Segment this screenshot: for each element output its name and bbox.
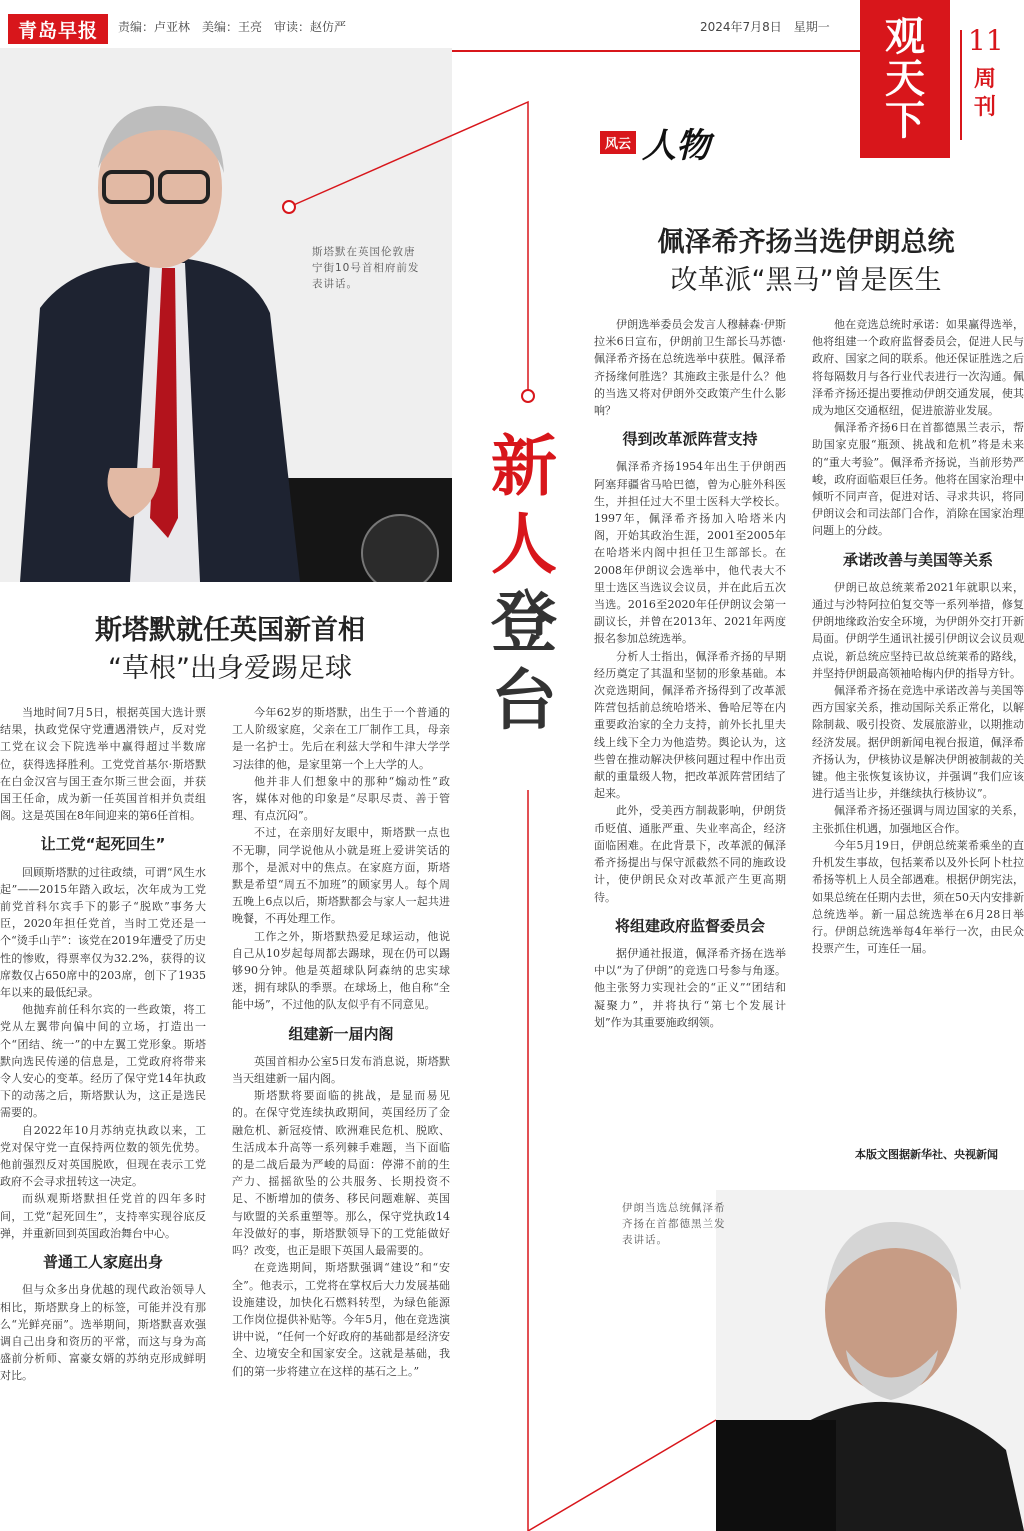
- feature-title: [478, 428, 570, 740]
- section-subheading: 得到改革派阵营支持: [622, 430, 758, 449]
- paragraph: 当地时间7月5日，根据英国大选计票结果，执政党保守党遭遇滑铁卢，反对党工党在议会下院选举中赢得超过半数席位，获得选择胜利。工党党首基尔·斯塔默在白金汉宫与国王查尔斯三世会面，并获国王任命，成为新一任英国首相并负责组阁。这是英国在8年间迎来的第6任首相。: [0, 706, 206, 823]
- pezeshkian-headline: 佩泽希齐扬当选伊朗总统: [657, 227, 955, 258]
- paragraph: 在竞选期间，斯塔默强调“建设”和“安全”。他表示，工党将在掌权后大力发展基础设施建设，加快化石燃料转型，为绿色能源工作岗位提供补贴等。今年5月，他在竞选演讲中说，“任何一个好政府的基础都是经济安全、边境安全和国家安全。这就是基础，我们的第一步将建立在这样的基石之上。”: [232, 1261, 450, 1378]
- section-subheading: 承诺改善与美国等关系: [842, 550, 993, 569]
- page-number: 11: [968, 24, 1004, 57]
- pezeshkian-article-col2: [812, 316, 1024, 1144]
- paragraph: 此外，受美西方制裁影响，伊朗货币贬值、通胀严重、失业率高企，经济面临困难。在此背景下，改革派的佩泽希齐扬提出与保守派截然不同的施政设计，使伊朗民众对改革派产生更高期待。: [594, 804, 786, 904]
- pezeshkian-article-col1: [594, 316, 786, 1176]
- pezeshkian-photo: [716, 1190, 1024, 1531]
- section-subheading: 组建新一届内阁: [288, 1024, 394, 1043]
- paragraph: 他抛弃前任科尔宾的一些政策，将工党从左翼带向偏中间的立场，打造出一个“团结、统一”的中左翼工党形象。斯塔默向选民传递的信息是，工党政府将带来令人安心的变革。经历了保守党14年执政下的动荡之后，斯塔默认为，这正是选民需要的。: [0, 1003, 206, 1120]
- paragraph: 佩泽希齐扬还强调与周边国家的关系，主张抓住机遇，加强地区合作。: [812, 804, 1024, 835]
- paragraph: 佩泽希齐扬1954年出生于伊朗西阿塞拜疆省马哈巴德，曾为心脏外科医生，并担任过大不里士医科大学校长。1997年，佩泽希齐扬加入哈塔米内阁，开始其政治生涯，2001至2005年在哈塔米内阁中担任卫生部部长。在2008年伊朗议会选举中，他代表大不里士选区当选议会议员，并在此后五次当选。2016至2020年任伊朗议会第一副议长，并曾在2013年、2021年两度报名参加总统选举。: [594, 460, 786, 646]
- pezeshkian-photo-caption: 伊朗当选总统佩泽希齐扬在首都德黑兰发表讲话。: [622, 1202, 726, 1246]
- paragraph: 而纵观斯塔默担任党首的四年多时间，工党“起死回生”，支持率实现谷底反弹，并重新回到英国政治舞台中心。: [0, 1192, 206, 1240]
- pezeshkian-subheadline: 改革派“黑马”曾是医生: [670, 265, 942, 296]
- paragraph: 回顾斯塔默的过往政绩，可谓“风生水起”——2015年踏入政坛，次年成为工党前党首科尔宾手下的影子“脱欧”事务大臣，2020年担任党首，当时工党还是一个“烫手山芋”：该党在2019年遭受了历史性的惨败，得票率仅为32.2%，获得的议席数仅占650席中的203席，创下了1935年以来的最低纪录。: [0, 865, 206, 1000]
- column-tag-script: 人物: [642, 126, 711, 166]
- paragraph: 据伊通社报道，佩泽希齐扬在选举中以“为了伊朗”的竞选口号参与角逐。他主张努力实现社会的“正义”“团结和凝聚力”，并将执行“第七个发展计划”作为其重要施政纲领。: [594, 946, 786, 1029]
- photo-credit: 本版文图据新华社、央视新闻: [855, 1148, 998, 1161]
- paragraph: 他在竞选总统时承诺：如果赢得选举，他将组建一个政府监督委员会，促进人民与政府、国家之间的联系。他还保证胜选之后将每隔数月与各行业代表进行一次沟通。佩泽希齐扬还提出要推动伊朗交通发展，使其成为地区交通枢纽，促进旅游业发展。: [812, 318, 1024, 418]
- feature-title-char: 登: [491, 584, 557, 661]
- starmer-subheadline: “草根”出身爱踢足球: [108, 653, 352, 684]
- paragraph: 分析人士指出，佩泽希齐扬的早期经历奠定了其温和坚韧的形象基础。本次竞选期间，佩泽希齐扬得到了改革派阵营包括前总统哈塔米、鲁哈尼等在内重要政治家的全力支持，前外长扎里夫线上线下全力为他造势。舆论认为，这些曾在推动解决伊核问题过程中作出贡献的重量级人物，把改革派阵营团结了起来。: [594, 649, 786, 801]
- column-tag-label: 风云: [600, 131, 636, 154]
- issue-date: 2024年7月8日 星期一: [700, 20, 830, 34]
- paragraph: 今年62岁的斯塔默，出生于一个普通的工人阶级家庭，父亲在工厂制作工具，母亲是一名护士。先后在利兹大学和牛津大学学习法律的他，是家里第一个上大学的人。: [232, 706, 450, 771]
- paragraph: 不过，在亲朋好友眼中，斯塔默一点也不无聊，同学说他从小就是班上爱讲笑话的那个，是派对中的焦点。在家庭方面，斯塔默是希望“周五不加班”的顾家男人。每个周五晚上6点以后，斯塔默都会与家人一起共进晚餐，不再处理工作。: [232, 826, 450, 926]
- paragraph: 佩泽希齐扬在竞选中承诺改善与美国等西方国家关系，推动国际关系正常化，以解除制裁、吸引投资、发展旅游业，以期推动经济发展。据伊朗新闻电视台报道，佩泽希齐扬认为，伊核协议是解决伊朗被制裁的关键。他主张恢复该协议，并强调“我们应该进行适当让步，并继续执行核协议”。: [812, 684, 1024, 801]
- paragraph: 英国首相办公室5日发布消息说，斯塔默当天组建新一届内阁。: [232, 1054, 450, 1086]
- paragraph: 伊朗选举委员会发言人穆赫森·伊斯拉米6日宣布，伊朗前卫生部长马苏德·佩泽希齐扬在总统选举中获胜。佩泽希齐扬缘何胜选？其施政主张是什么？他的当选又将对伊朗外交政策产生什么影响？: [594, 318, 786, 418]
- starmer-article-col2: [232, 704, 450, 1530]
- paragraph: 斯塔默将要面临的挑战，是显而易见的。在保守党连续执政期间，英国经历了金融危机、新冠疫情、欧洲难民危机、脱欧、生活成本升高等一系列棘手难题，当下面临的是二战后最为严峻的局面：停滞不前的生产力、摇摇欲坠的公共服务、长期投资不足、不断增加的债务、移民问题难解、英国与欧盟的关系重塑等。那么，保守党执政14年没做好的事，斯塔默领导下的工党能做好吗？改变，也正是眼下英国人最需要的。: [232, 1089, 450, 1258]
- feature-title-char: 新: [491, 428, 557, 505]
- section-char: 观: [885, 14, 925, 60]
- paragraph: 自2022年10月苏纳克执政以来，工党对保守党一直保持两位数的领先优势。他前强烈反对英国脱欧，但现在表示工党政府不会寻求扭转这一决定。: [0, 1123, 206, 1189]
- section-subheading: 让工党“起死回生”: [40, 835, 166, 854]
- section-char: 下: [885, 98, 925, 144]
- paragraph: 工作之外，斯塔默热爱足球运动，他说自己从10岁起每周都去踢球，现在仍可以踢够90分钟。他是英超球队阿森纳的忠实球迷，拥有球队的季票。在球场上，他自称“全能中场”，不过他的队友似乎有不同意见。: [232, 929, 450, 1012]
- section-subheading: 将组建政府监督委员会: [614, 916, 765, 935]
- section-subheading: 普通工人家庭出身: [42, 1253, 163, 1272]
- section-char: 天: [885, 56, 925, 102]
- paragraph: 他并非人们想象中的那种“煽动性”政客，媒体对他的印象是“尽职尽责、善于管理、有点沉闷”。: [232, 774, 450, 823]
- editor-credits: 责编：卢亚林 美编：王亮 审读：赵仿严: [118, 20, 347, 34]
- paragraph: 今年5月19日，伊朗总统莱希乘坐的直升机发生事故，包括莱希以及外长阿卜杜拉希扬等机上人员全部遇难。根据伊朗宪法，如果总统在任期内去世，须在50天内安排新总统选举。新一届总统选举在6月28日举行。伊朗总统选举每4年举行一次，由民众投票产生，可连任一届。: [812, 838, 1024, 956]
- feature-title-char: 台: [491, 662, 557, 739]
- starmer-headline: 斯塔默就任英国新首相: [95, 615, 365, 646]
- paragraph: 但与众多出身优越的现代政治领导人相比，斯塔默身上的标签，可能并没有那么“光鲜亮丽”。选举期间，斯塔默喜欢强调自己出身和资历的平常，而这与身为高盛前分析师、富豪女婿的苏纳克形成鲜明对比。: [0, 1283, 206, 1383]
- starmer-photo-caption: 斯塔默在英国伦敦唐宁街10号首相府前发表讲话。: [312, 246, 420, 290]
- starmer-article-col1: [0, 704, 206, 1530]
- paragraph: 佩泽希齐扬6日在首都德黑兰表示，帮助国家克服“瓶颈、挑战和危机”将是未来的“重大考验”。佩泽希齐扬说，当前形势严峻，政府面临艰巨任务。他将在国家治理中倾听不同声音，促进对话、寻求共识，将同伊朗议会和司法部门合作，消除在国家治理问题上的分歧。: [812, 421, 1024, 538]
- newspaper-logo: 青岛早报: [8, 14, 108, 44]
- weekly-label: 周刊: [974, 67, 997, 120]
- column-tag: [600, 118, 710, 167]
- paragraph: 伊朗已故总统莱希2021年就职以来，通过与沙特阿拉伯复交等一系列举措，修复伊朗地缘政治安全环境，为伊朗外交打开新局面。伊朗学生通讯社援引伊朗议会议员观点说，新总统应坚持已故总统莱希的路线，并坚持伊朗最高领袖哈梅内伊的指导方针。: [812, 580, 1024, 680]
- feature-title-char: 人: [491, 506, 557, 583]
